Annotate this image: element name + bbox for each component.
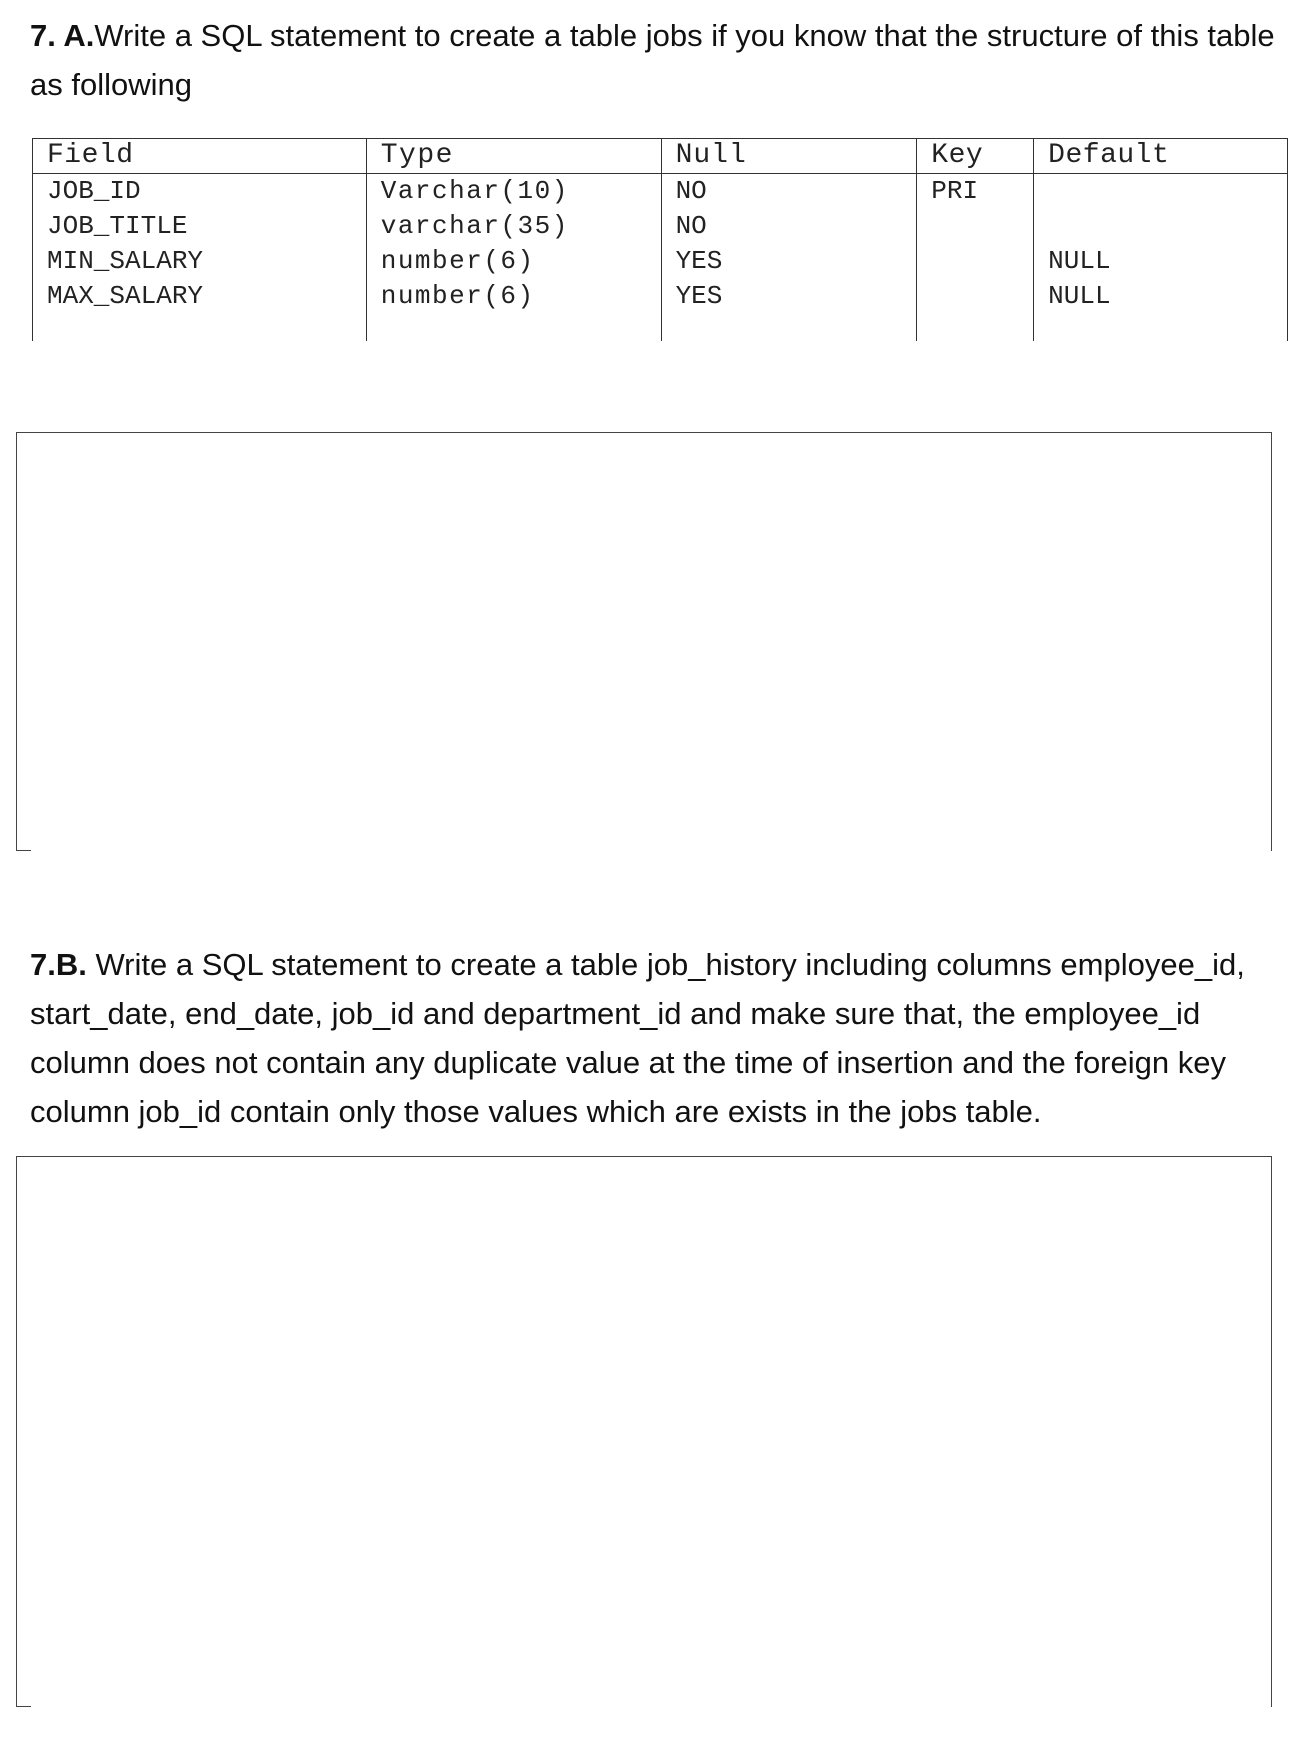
- cell-type: number(6): [366, 244, 661, 279]
- header-null: Null: [661, 139, 917, 174]
- cell-default: [1034, 174, 1288, 210]
- cell-key: [917, 279, 1034, 314]
- cell-null: YES: [661, 244, 917, 279]
- question-7a-text: Write a SQL statement to create a table jobs if you know that the structure of this table as following: [30, 18, 1275, 102]
- question-7a: [30, 11, 1280, 109]
- question-7b: [30, 940, 1280, 1136]
- header-key: Key: [917, 139, 1034, 174]
- cell-key: [917, 209, 1034, 244]
- cell-null: NO: [661, 209, 917, 244]
- cell-default: NULL: [1034, 244, 1288, 279]
- cell-null: NO: [661, 174, 917, 210]
- question-7b-text: Write a SQL statement to create a table job_history including columns employee_id, start_date, end_date, job_id and department_id and make sure that, the employee_id column does not contain any duplicate value at the time of insertion and the foreign key column job_id contain only those values which are exists in the jobs table.: [30, 947, 1245, 1129]
- table-row: [33, 244, 1288, 279]
- cell-type: varchar(35): [366, 209, 661, 244]
- table-row: [33, 174, 1288, 210]
- cell-key: [917, 244, 1034, 279]
- cell-field: JOB_ID: [33, 174, 367, 210]
- answer-box-7a[interactable]: [16, 432, 1272, 851]
- question-7b-number: 7.B.: [30, 947, 87, 982]
- jobs-structure-table: [32, 138, 1288, 341]
- cell-field: JOB_TITLE: [33, 209, 367, 244]
- cell-field: MIN_SALARY: [33, 244, 367, 279]
- table-row: [33, 209, 1288, 244]
- cell-type: Varchar(10): [366, 174, 661, 210]
- table-spacer-row: [33, 314, 1288, 341]
- cell-key: PRI: [917, 174, 1034, 210]
- table-row: [33, 279, 1288, 314]
- header-type: Type: [366, 139, 661, 174]
- header-field: Field: [33, 139, 367, 174]
- cell-field: MAX_SALARY: [33, 279, 367, 314]
- table-header-row: [33, 139, 1288, 174]
- question-7a-number: 7. A.: [30, 18, 95, 53]
- cell-default: NULL: [1034, 279, 1288, 314]
- cell-type: number(6): [366, 279, 661, 314]
- cell-default: [1034, 209, 1288, 244]
- cell-null: YES: [661, 279, 917, 314]
- header-default: Default: [1034, 139, 1288, 174]
- answer-box-7b[interactable]: [16, 1156, 1272, 1707]
